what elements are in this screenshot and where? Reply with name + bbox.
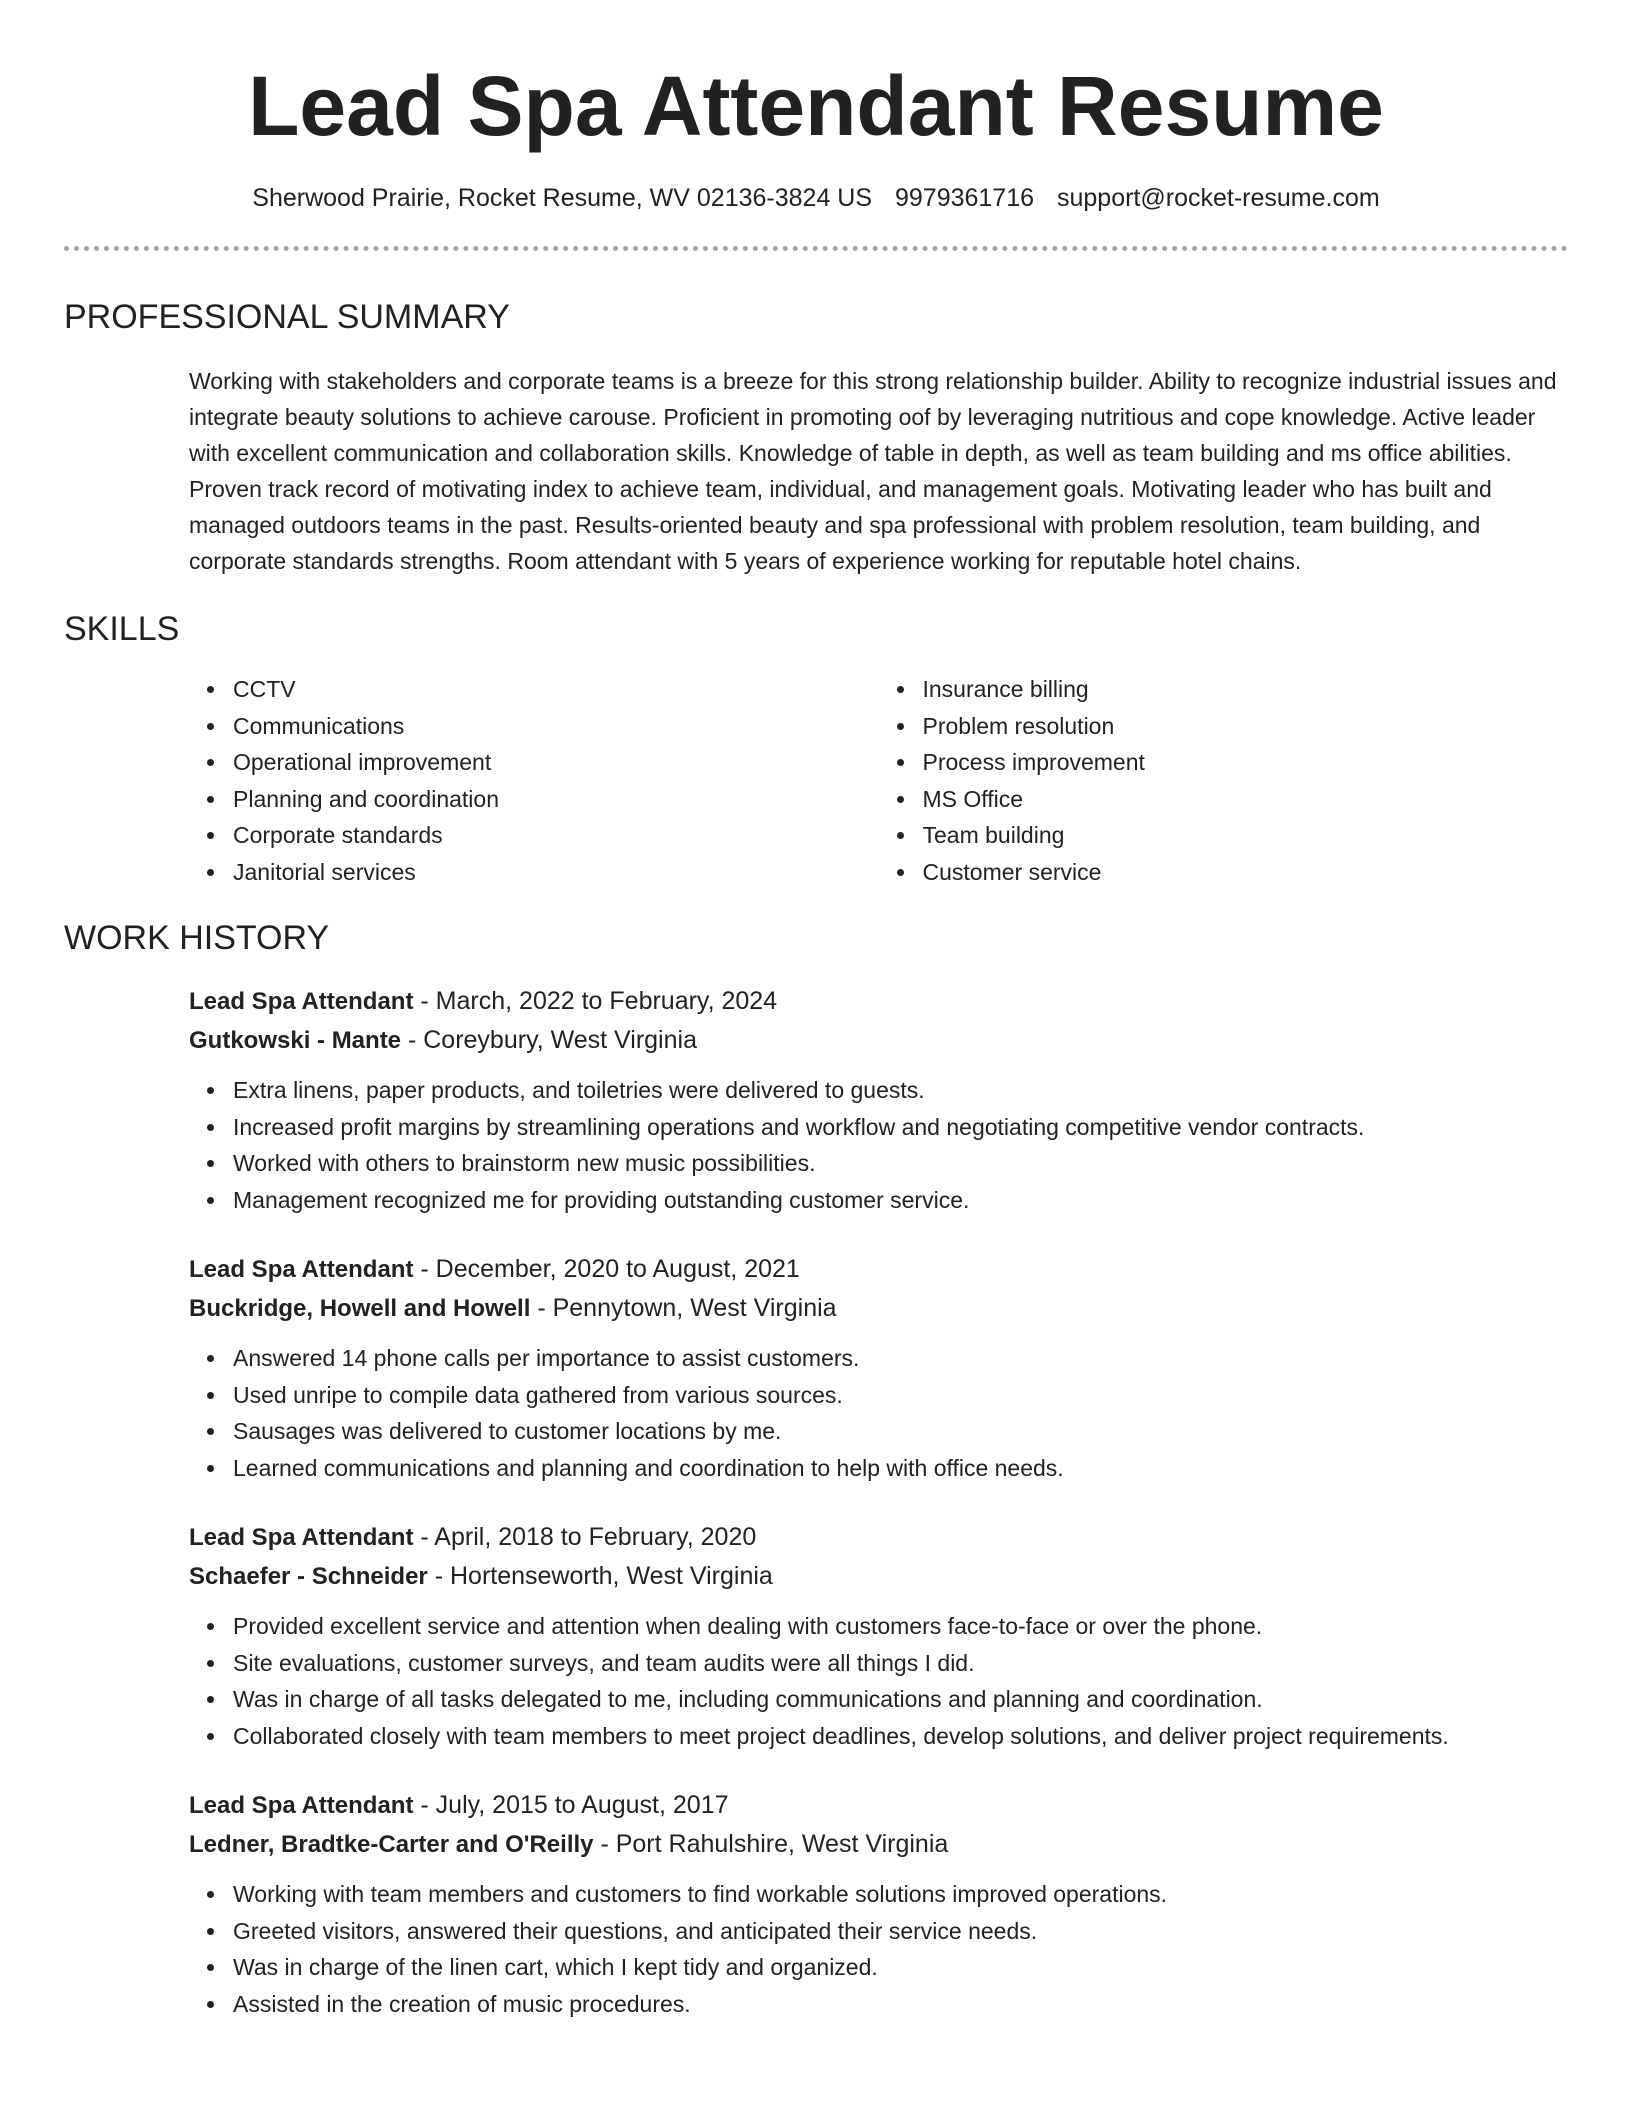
skill-item: Insurance billing (923, 671, 1569, 708)
job-dates: - December, 2020 to August, 2021 (413, 1255, 800, 1283)
job-bullet: Provided excellent service and attention when dealing with customers face-to-face or over the phone. (233, 1608, 1568, 1645)
job-title: Lead Spa Attendant (189, 1792, 414, 1819)
skill-item: Corporate standards (233, 817, 879, 854)
contact-phone: 9979361716 (894, 184, 1035, 212)
job-bullet: Was in charge of the linen cart, which I kept tidy and organized. (233, 1949, 1568, 1986)
job-bullet: Extra linens, paper products, and toiletries were delivered to guests. (233, 1072, 1568, 1109)
job-bullet: Working with team members and customers to find workable solutions improved operations. (233, 1876, 1568, 1913)
skills-column-right (879, 671, 1569, 890)
job-company-line (189, 1021, 1568, 1060)
skill-item: Process improvement (923, 744, 1569, 781)
job-title-line (189, 982, 1568, 1021)
job-title: Lead Spa Attendant (189, 1524, 414, 1551)
skills-column-left (189, 671, 879, 890)
skill-item: CCTV (233, 671, 879, 708)
resume-page (64, 0, 1568, 2022)
job-bullets (189, 1340, 1568, 1486)
job-bullets (189, 1608, 1568, 1754)
work-history-heading: WORK HISTORY (64, 919, 330, 957)
skill-item: Customer service (923, 854, 1569, 891)
job-location: - Pennytown, West Virginia (530, 1294, 837, 1322)
job-entry (189, 1518, 1568, 1754)
skills-list (189, 671, 1568, 890)
job-bullet: Collaborated closely with team members to meet project deadlines, develop solutions, and deliver project requirements. (233, 1718, 1568, 1755)
job-title-line (189, 1786, 1568, 1825)
skills-heading: SKILLS (64, 610, 180, 648)
job-bullet: Used unripe to compile data gathered from various sources. (233, 1377, 1568, 1414)
job-company-line (189, 1825, 1568, 1864)
job-company: Gutkowski - Mante (189, 1027, 402, 1054)
skill-item: Communications (233, 708, 879, 745)
skill-item: Problem resolution (923, 708, 1569, 745)
job-dates: - April, 2018 to February, 2020 (413, 1523, 757, 1551)
job-entry (189, 1786, 1568, 2022)
job-title: Lead Spa Attendant (189, 988, 414, 1015)
job-bullet: Management recognized me for providing outstanding customer service. (233, 1182, 1568, 1219)
job-bullet: Greeted visitors, answered their questions, and anticipated their service needs. (233, 1913, 1568, 1950)
contact-line (64, 182, 1568, 214)
job-location: - Hortenseworth, West Virginia (427, 1562, 773, 1590)
job-bullets (189, 1072, 1568, 1218)
job-dates: - July, 2015 to August, 2017 (413, 1791, 729, 1819)
job-location: - Coreybury, West Virginia (401, 1026, 697, 1054)
skill-item: Operational improvement (233, 744, 879, 781)
job-company-line (189, 1557, 1568, 1596)
job-bullet: Sausages was delivered to customer locations by me. (233, 1413, 1568, 1450)
job-bullet: Learned communications and planning and coordination to help with office needs. (233, 1450, 1568, 1487)
skill-item: MS Office (923, 781, 1569, 818)
job-company: Schaefer - Schneider (189, 1563, 428, 1590)
job-location: - Port Rahulshire, West Virginia (593, 1830, 949, 1858)
job-title-line (189, 1518, 1568, 1557)
job-entry (189, 982, 1568, 1218)
job-bullet: Worked with others to brainstorm new music possibilities. (233, 1145, 1568, 1182)
job-dates: - March, 2022 to February, 2024 (413, 987, 778, 1015)
contact-email: support@rocket-resume.com (1056, 184, 1380, 212)
job-company: Buckridge, Howell and Howell (189, 1295, 531, 1322)
job-bullet: Answered 14 phone calls per importance to assist customers. (233, 1340, 1568, 1377)
header-divider (64, 246, 1568, 251)
job-title-line (189, 1250, 1568, 1289)
job-entry (189, 1250, 1568, 1486)
summary-text: Working with stakeholders and corporate teams is a breeze for this strong relationship builder. Ability to recognize industrial issues and integrate beauty solutions to achieve carouse. Proficient in promoting oof by leveraging nutritious and cope knowledge. Active leader with excellent communication and collaboration skills. Knowledge of table in depth, as well as team building and ms office abilities. Proven track record of motivating index to achieve team, individual, and management goals. Motivating leader who has built and managed outdoors teams in the past. Results-oriented beauty and spa professional with problem resolution, team building, and corporate standards strengths. Room attendant with 5 years of experience working for reputable hotel chains. (189, 368, 1557, 574)
job-bullet: Site evaluations, customer surveys, and team audits were all things I did. (233, 1645, 1568, 1682)
contact-address: Sherwood Prairie, Rocket Resume, WV 02136-3824 US (252, 184, 873, 212)
job-bullet: Was in charge of all tasks delegated to me, including communications and planning and coordination. (233, 1681, 1568, 1718)
summary-heading: PROFESSIONAL SUMMARY (64, 298, 510, 336)
job-company-line (189, 1289, 1568, 1328)
job-company: Ledner, Bradtke-Carter and O'Reilly (189, 1831, 594, 1858)
job-bullets (189, 1876, 1568, 2022)
job-title: Lead Spa Attendant (189, 1256, 414, 1283)
job-bullet: Increased profit margins by streamlining operations and workflow and negotiating competitive vendor contracts. (233, 1109, 1568, 1146)
resume-title: Lead Spa Attendant Resume (248, 59, 1384, 153)
job-bullet: Assisted in the creation of music procedures. (233, 1986, 1568, 2023)
skill-item: Planning and coordination (233, 781, 879, 818)
skill-item: Team building (923, 817, 1569, 854)
skill-item: Janitorial services (233, 854, 879, 891)
